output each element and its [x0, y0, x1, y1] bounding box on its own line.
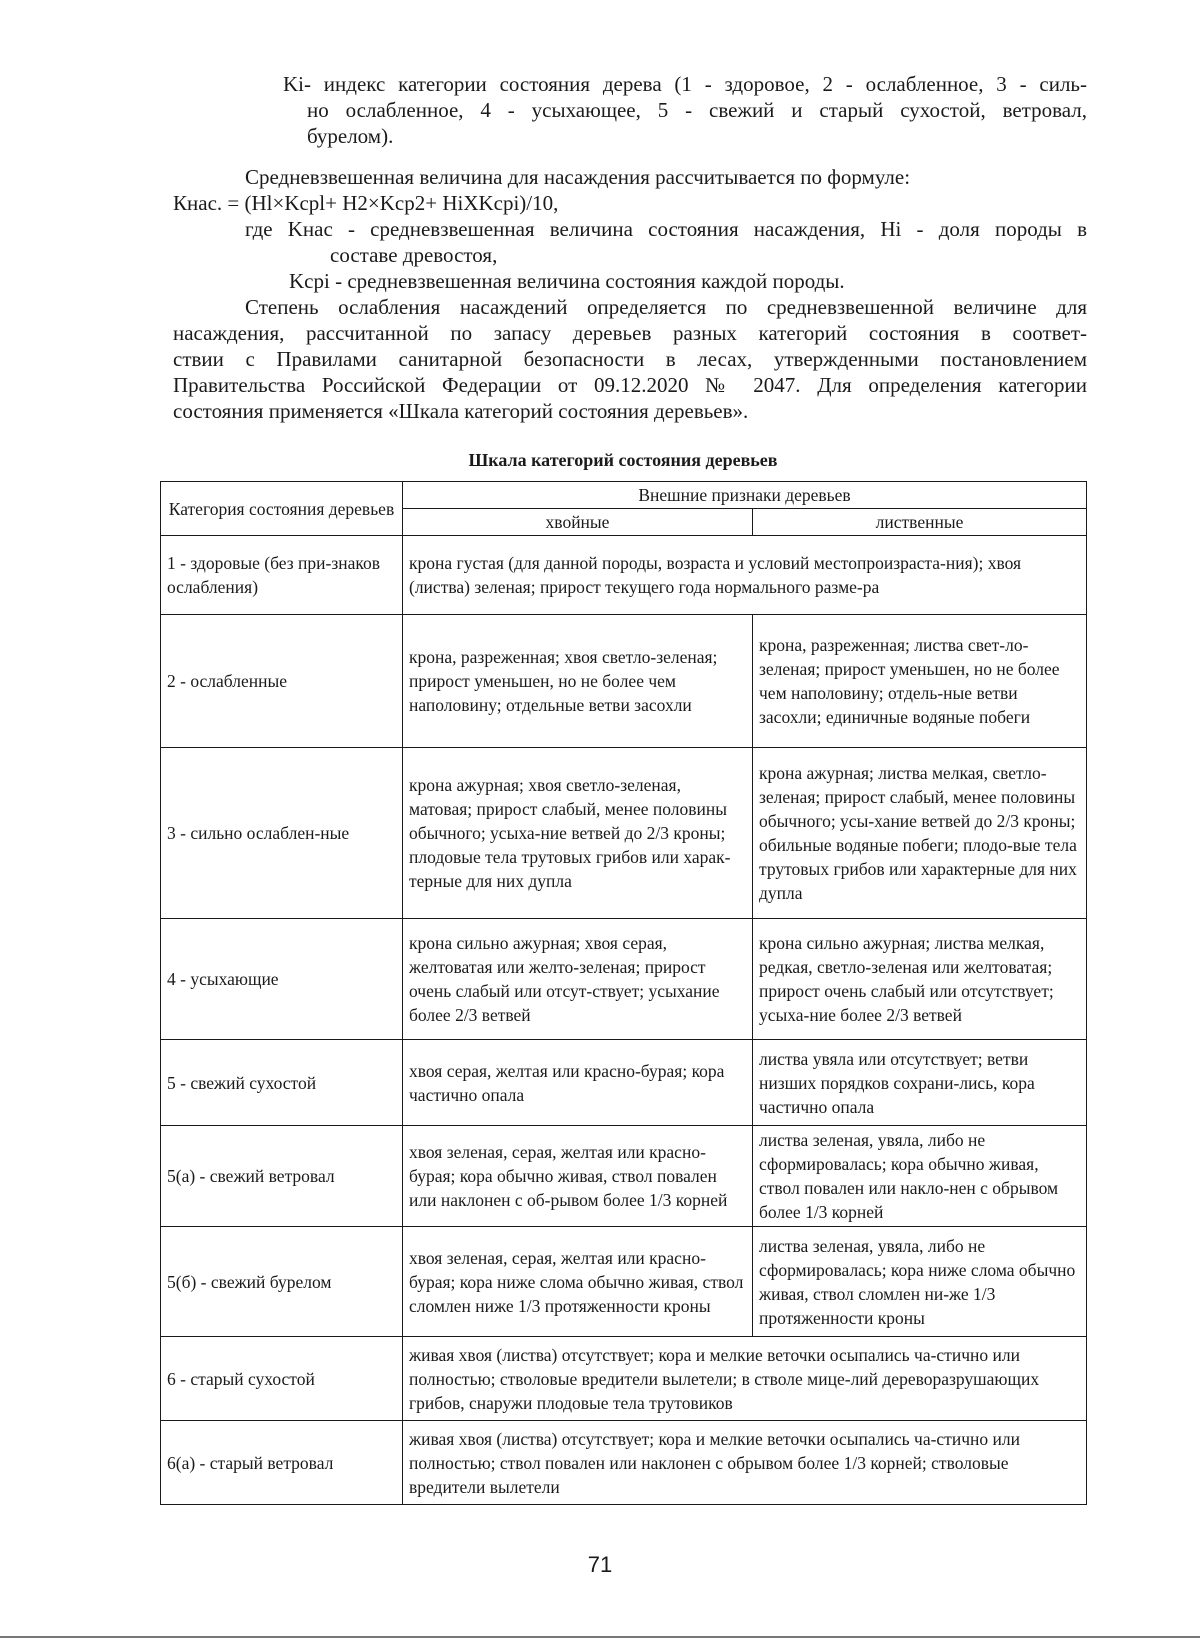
category-cell: 2 - ослабленные: [161, 615, 403, 748]
ki-definition-line3: бурелом).: [307, 124, 394, 148]
category-cell: 5(а) - свежий ветровал: [161, 1126, 403, 1227]
kcpi-definition: Kcpi - средневзвешенная величина состояния каждой породы.: [289, 269, 845, 293]
table-row: [161, 1337, 1087, 1421]
degree-line3: ствии с Правилами санитарной безопасности в лесах, утвержденными постановлением: [173, 347, 1087, 371]
header-signs: Внешние признаки деревьев: [403, 482, 1087, 509]
category-cell: 4 - усыхающие: [161, 919, 403, 1040]
category-cell: 3 - сильно ослаблен-ные: [161, 748, 403, 919]
conifer-cell: крона ажурная; хвоя светло-зеленая, матовая; прирост слабый, менее половины обычного; усыха-ние ветвей до 2/3 кроны; плодовые тела трутовых грибов или харак-терные для них дупла: [403, 748, 753, 919]
deciduous-cell: крона сильно ажурная; листва мелкая, редкая, светло-зеленая или желтоватая; прирост очень слабый или отсутствует; усыха-ние более 2/3 ветвей: [753, 919, 1087, 1040]
deciduous-cell: листва увяла или отсутствует; ветви низших порядков сохрани-лись, кора частично опала: [753, 1040, 1087, 1126]
table-row: [161, 1421, 1087, 1505]
table-row: [161, 1040, 1087, 1126]
deciduous-cell: листва зеленая, увяла, либо не сформировалась; кора обычно живая, ствол повален или накло-нен с обрывом более 1/3 корней: [753, 1126, 1087, 1227]
weighted-average-intro: Средневзвешенная величина для насаждения рассчитывается по формуле:: [245, 165, 911, 189]
table-row: [161, 919, 1087, 1040]
ki-definition-line1: Ki- индекс категории состояния дерева (1 - здоровое, 2 - ослабленное, 3 - силь-: [283, 72, 1087, 96]
table-title: Шкала категорий состояния деревьев: [468, 450, 778, 470]
table-row: [161, 748, 1087, 919]
combined-signs-cell: живая хвоя (листва) отсутствует; кора и мелкие веточки осыпались ча-стично или полностью; ствол повален или наклонен с обрывом более 1/3 корней; стволовые вредители вылетели: [403, 1421, 1087, 1505]
conifer-cell: хвоя зеленая, серая, желтая или красно-бурая; кора обычно живая, ствол повален или наклонен с об-рывом более 1/3 корней: [403, 1126, 753, 1227]
scan-edge-line: [0, 1636, 1200, 1638]
degree-line5: состояния применяется «Шкала категорий состояния деревьев».: [173, 399, 749, 423]
combined-signs-cell: живая хвоя (листва) отсутствует; кора и мелкие веточки осыпались ча-стично или полностью; стволовые вредители вылетели; в стволе мице-лий дереворазрушающих грибов, снаружи плодовые тела трутовиков: [403, 1337, 1087, 1421]
category-cell: 6(а) - старый ветровал: [161, 1421, 403, 1505]
degree-line1: Степень ослабления насаждений определяется по средневзвешенной величине для: [245, 295, 1087, 319]
deciduous-cell: крона, разреженная; листва свет-ло-зеленая; прирост уменьшен, но не более чем наполовину; отдель-ные ветви засохли; единичные водяные побеги: [753, 615, 1087, 748]
category-cell: 5 - свежий сухостой: [161, 1040, 403, 1126]
conifer-cell: хвоя зеленая, серая, желтая или красно-бурая; кора ниже слома обычно живая, ствол сломлен ниже 1/3 протяженности кроны: [403, 1227, 753, 1337]
header-deciduous: лиственные: [753, 509, 1087, 536]
conifer-cell: крона, разреженная; хвоя светло-зеленая; прирост уменьшен, но не более чем наполовину; отдельные ветви засохли: [403, 615, 753, 748]
degree-line4: Правительства Российской Федерации от 09.12.2020 № 2047. Для определения категории: [173, 373, 1087, 397]
formula: Кнас. = (Hl×Kcpl+ H2×Kcp2+ HiXKcpi)/10,: [173, 191, 559, 215]
category-cell: 1 - здоровые (без при-знаков ослабления): [161, 536, 403, 615]
table-row: [161, 536, 1087, 615]
ki-definition-line2: но ослабленное, 4 - усыхающее, 5 - свежий и старый сухостой, ветровал,: [307, 98, 1087, 122]
category-cell: 6 - старый сухостой: [161, 1337, 403, 1421]
deciduous-cell: листва зеленая, увяла, либо не сформировалась; кора ниже слома обычно живая, ствол сломлен ни-же 1/3 протяженности кроны: [753, 1227, 1087, 1337]
tree-condition-table: [160, 481, 1087, 1505]
conifer-cell: хвоя серая, желтая или красно-бурая; кора частично опала: [403, 1040, 753, 1126]
category-cell: 5(б) - свежий бурелом: [161, 1227, 403, 1337]
combined-signs-cell: крона густая (для данной породы, возраста и условий местопроизраста-ния); хвоя (листва) зеленая; прирост текущего года нормального разме-ра: [403, 536, 1087, 615]
table-row: [161, 1227, 1087, 1337]
table-row: [161, 615, 1087, 748]
table-row: [161, 1126, 1087, 1227]
degree-line2: насаждения, рассчитанной по запасу деревьев разных категорий состояния в соответ-: [173, 321, 1087, 345]
header-conifer: хвойные: [403, 509, 753, 536]
deciduous-cell: крона ажурная; листва мелкая, светло-зеленая; прирост слабый, менее половины обычного; усы-хание ветвей до 2/3 кроны; обильные водяные побеги; плодо-вые тела трутовых грибов или характерные для них дупла: [753, 748, 1087, 919]
header-category: Категория состояния деревьев: [161, 482, 403, 536]
conifer-cell: крона сильно ажурная; хвоя серая, желтоватая или желто-зеленая; прирост очень слабый или отсут-ствует; усыхание более 2/3 ветвей: [403, 919, 753, 1040]
where-line2: составе древостоя,: [330, 243, 498, 267]
page-number: 71: [587, 1552, 613, 1577]
where-line1: где Kнас - средневзвешенная величина состояния насаждения, Hi - доля породы в: [245, 217, 1087, 241]
